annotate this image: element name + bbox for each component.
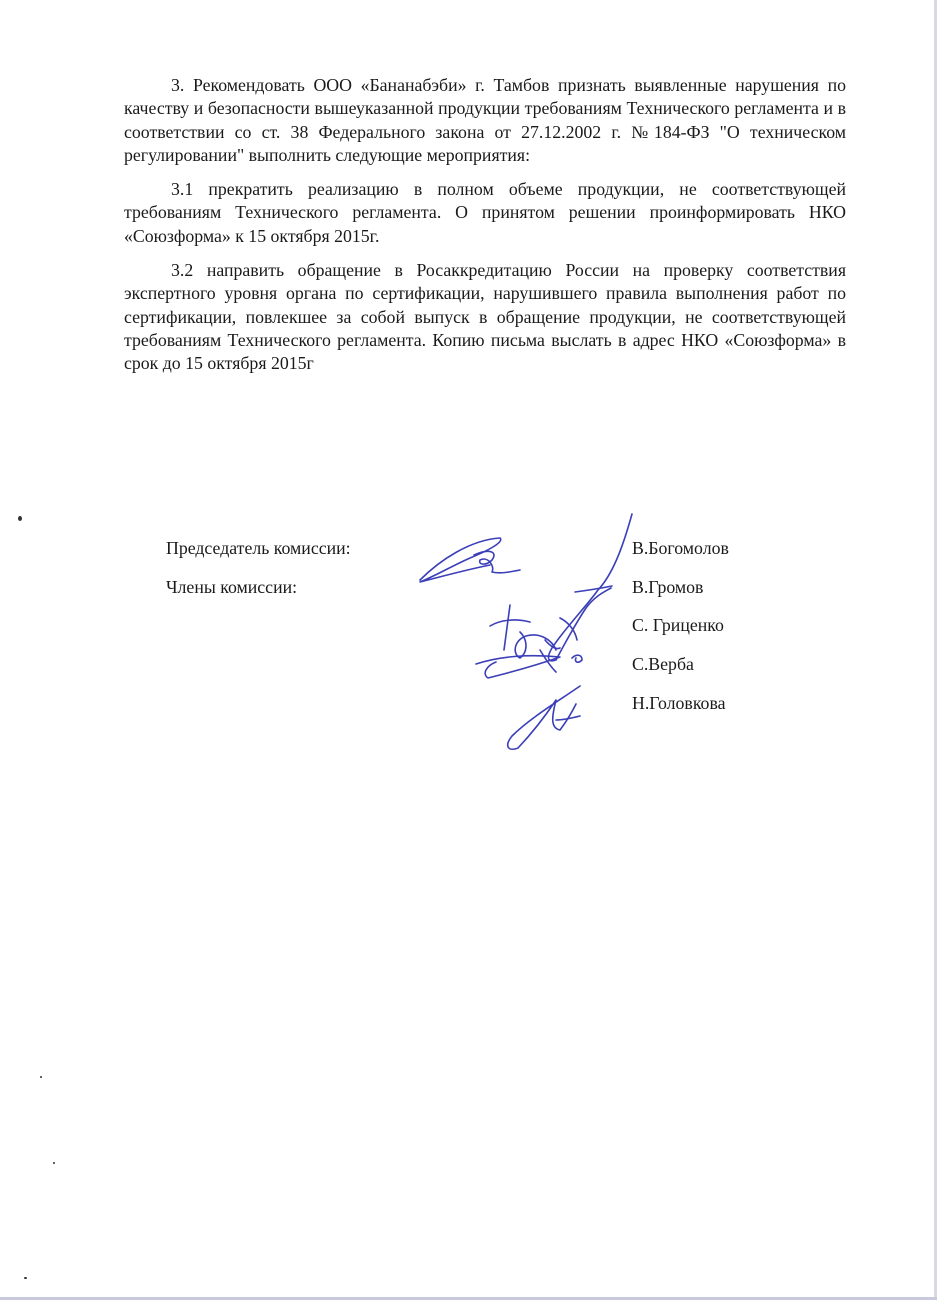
signatory-name: В.Громов (632, 577, 704, 597)
scan-speck (40, 1076, 42, 1078)
members-label: Члены комиссии: (166, 577, 298, 597)
signature-member-1 (549, 514, 632, 661)
chairman-label: Председатель комиссии: (166, 538, 351, 558)
body-text (124, 74, 846, 376)
scan-speck (24, 1277, 27, 1279)
paragraph-3-2: 3.2 направить обращение в Росаккредитацию России на проверку соответствия экспертного уровня органа по сертификации, нарушившего правила выполнения работ по сертификации, повлекшее за собой выпуск в обращение продукции, не соответствующей требованиям Технического регламента. Копию письма выслать в адрес НКО «Союзформа» в срок до 15 октября 2015г (124, 260, 846, 374)
signatory-name: С. Гриценко (632, 615, 724, 635)
scan-speck (53, 1162, 55, 1164)
paragraph-3: 3. Рекомендовать ООО «Бананабэби» г. Тамбов признать выявленные нарушения по качеству и безопасности вышеуказанной продукции требованиям Технического регламента и в соответствии со ст. 38 Федерального закона от 27.12.2002 г. №184-ФЗ "О техническом регулировании" выполнить следующие мероприятия: (124, 75, 846, 165)
signatory-name: Н.Головкова (632, 693, 726, 713)
signature-chairman (420, 538, 520, 582)
paragraph-3-1: 3.1 прекратить реализацию в полном объеме продукции, не соответствующей требованиям Технического регламента. О принятом решении проинформировать НКО «Союзформа» к 15 октября 2015г. (124, 179, 846, 246)
signature-member-2 (476, 605, 582, 678)
signatory-name: В.Богомолов (632, 538, 729, 558)
signature-member-3 (508, 686, 580, 749)
scan-speck (18, 516, 22, 521)
signatory-name: С.Верба (632, 654, 694, 674)
